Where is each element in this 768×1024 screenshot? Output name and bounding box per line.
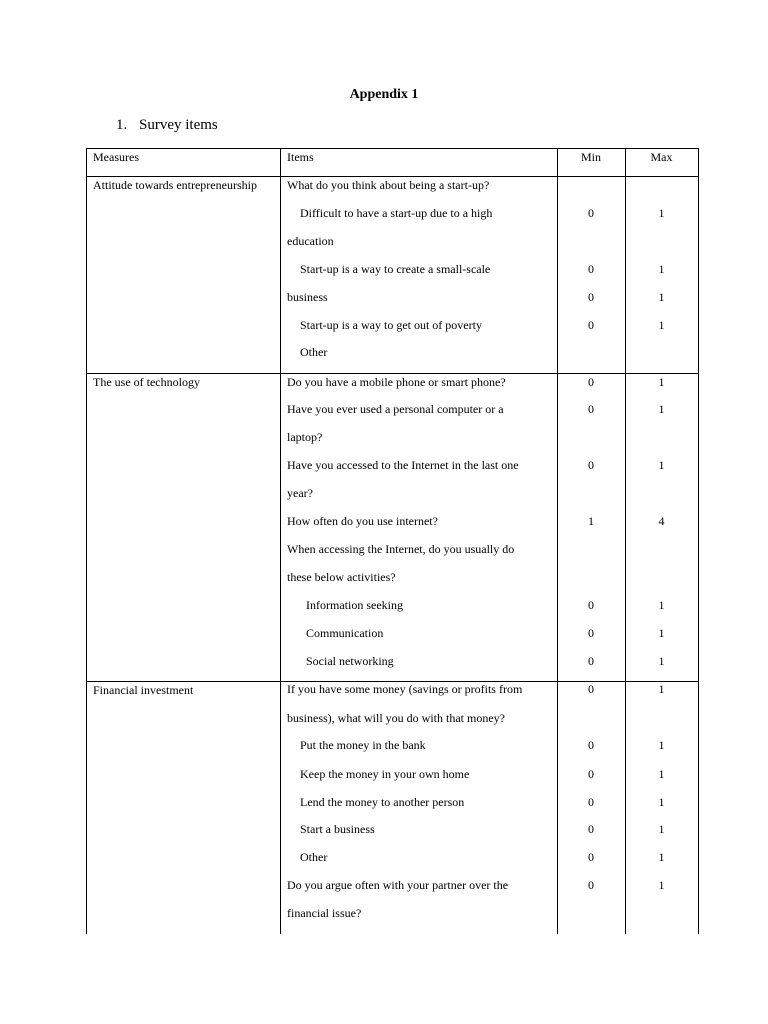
item-text: Other [300,345,328,359]
min-value: 0 [588,402,594,416]
item-text: Start a business [300,822,375,836]
max-value: 1 [658,402,665,416]
section-number: 1. [116,117,128,133]
min-value: 0 [588,598,594,612]
item-text: these below activities? [287,570,396,584]
item-text: Put the money in the bank [300,738,426,752]
item-text: business [287,290,328,304]
appendix-title: Appendix 1 [349,87,419,102]
max-value: 1 [658,767,665,781]
item-text: How often do you use internet? [287,514,438,528]
max-value: 1 [658,598,665,612]
min-value: 0 [588,206,594,220]
item-text: financial issue? [287,906,362,920]
min-value: 0 [588,290,594,304]
min-value: 0 [588,318,594,332]
max-value: 1 [658,654,665,668]
max-value: 1 [658,262,665,276]
header-items: Items [287,150,314,164]
min-value: 0 [588,878,594,892]
item-text: Do you have a mobile phone or smart phone? [287,375,506,389]
max-value: 1 [658,458,665,472]
min-value: 0 [588,767,594,781]
min-value: 0 [588,822,594,836]
item-text: Difficult to have a start-up due to a high [300,206,493,220]
section-title: Survey items [139,117,218,133]
min-value: 0 [588,654,594,668]
item-text: Information seeking [306,598,403,612]
column-rule-4 [698,148,699,934]
max-value: 1 [658,878,665,892]
measure-label: The use of technology [93,375,200,389]
min-value: 0 [588,682,594,696]
column-rule-1 [280,148,281,934]
max-value: 1 [658,375,665,389]
max-value: 1 [658,206,665,220]
item-text: Do you argue often with your partner over the [287,878,509,892]
max-value: 1 [658,290,665,304]
item-text: When accessing the Internet, do you usually do [287,542,515,556]
item-text: Have you ever used a personal computer or a [287,402,504,416]
min-value: 0 [588,626,594,640]
item-text: Social networking [306,654,394,668]
min-value: 0 [588,375,594,389]
header-min: Min [580,150,601,164]
max-value: 1 [658,682,665,696]
min-value: 0 [588,458,594,472]
max-value: 1 [658,626,665,640]
item-text: business), what will you do with that money? [287,711,505,725]
min-value: 1 [588,514,594,528]
min-value: 0 [588,795,594,809]
max-value: 4 [658,514,665,528]
header-bottom-rule [86,176,699,177]
header-measures: Measures [93,150,139,164]
min-value: 0 [588,262,594,276]
item-text: If you have some money (savings or profits from [287,682,523,696]
item-text: Start-up is a way to get out of poverty [300,318,482,332]
measure-label: Attitude towards entrepreneurship [93,178,257,192]
header-max: Max [650,150,673,164]
max-value: 1 [658,822,665,836]
item-text: Lend the money to another person [300,795,465,809]
measure-label: Financial investment [93,683,194,697]
item-text: Other [300,850,328,864]
max-value: 1 [658,795,665,809]
item-text: Keep the money in your own home [300,767,470,781]
min-value: 0 [588,850,594,864]
item-text: Have you accessed to the Internet in the last one [287,458,519,472]
table-top-rule [86,148,699,149]
item-text: education [287,234,334,248]
group-divider-rule [86,373,699,374]
item-text: What do you think about being a start-up? [287,178,490,192]
min-value: 0 [588,738,594,752]
item-text: Start-up is a way to create a small-scale [300,262,491,276]
max-value: 1 [658,850,665,864]
item-text: year? [287,486,313,500]
item-text: Communication [306,626,384,640]
max-value: 1 [658,738,665,752]
item-text: laptop? [287,430,323,444]
max-value: 1 [658,318,665,332]
column-rule-0 [86,148,87,934]
